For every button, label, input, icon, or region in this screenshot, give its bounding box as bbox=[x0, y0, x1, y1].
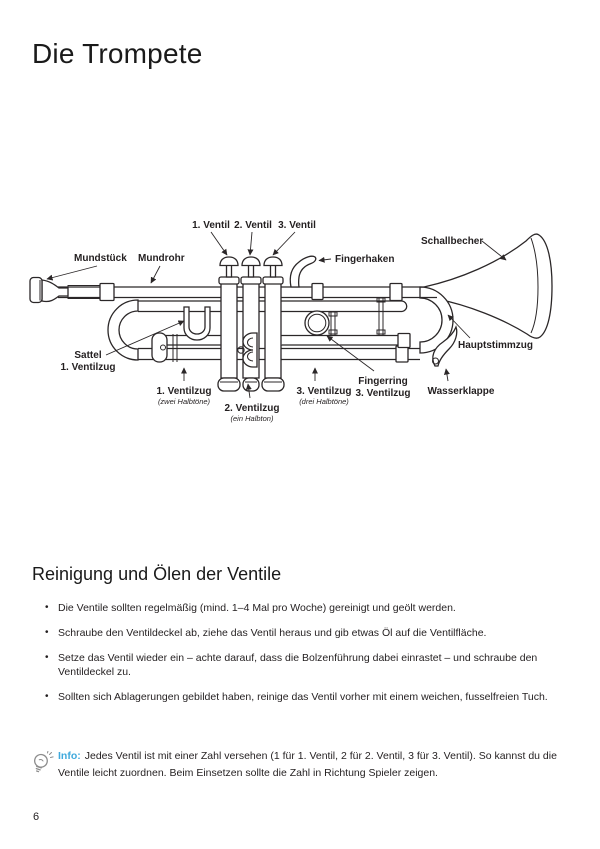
info-text: Jedes Ventil ist mit einer Zahl versehen (1 für 1. Ventil, 2 für 2. Ventil, 3 für 3. Ventil). So kannst du die Ventile leicht zuordnen. Beim Einsetzen sollte die Zahl in Richtung Spieler zeigen. bbox=[58, 750, 557, 779]
bullet-item: • Sollten sich Ablagerungen gebildet haben, reinige das Ventil vorher mit einem weichen, fusselfreien Tuch. bbox=[44, 690, 572, 704]
valve-section bbox=[218, 257, 284, 391]
bullet-list bbox=[44, 601, 572, 715]
page-title: Die Trompete bbox=[32, 38, 203, 69]
label-ventilzug-2-sub: (ein Halbton) bbox=[230, 414, 274, 423]
info-box bbox=[29, 748, 574, 782]
label-ventil-2: 2. Ventil bbox=[234, 220, 272, 231]
label-ventilzug-3-sub: (drei Halbtöne) bbox=[299, 397, 349, 406]
label-ventil-1: 1. Ventil bbox=[192, 220, 230, 231]
page-number: 6 bbox=[33, 811, 40, 823]
finger-hook bbox=[290, 256, 316, 287]
valve-button-2 bbox=[242, 257, 260, 266]
label-sattel-line1: Sattel bbox=[74, 350, 102, 361]
info-text-block bbox=[58, 748, 572, 782]
mouthpiece bbox=[30, 278, 68, 303]
label-ventilzug-1: 1. Ventilzug bbox=[156, 386, 212, 397]
label-sattel-line2: 1. Ventilzug bbox=[60, 362, 116, 373]
label-wasserklappe: Wasserklappe bbox=[427, 386, 495, 397]
bullet-item: • Die Ventile sollten regelmäßig (mind. 1–4 Mal pro Woche) gereinigt und geölt werden. bbox=[44, 601, 572, 615]
lightbulb-icon bbox=[29, 751, 55, 779]
label-fingerring-line2: 3. Ventilzug bbox=[355, 388, 411, 399]
left-tube-bend bbox=[108, 300, 138, 360]
valve-button-3 bbox=[264, 257, 282, 266]
section-heading: Reinigung und Ölen der Ventile bbox=[32, 564, 282, 584]
label-ventilzug-3: 3. Ventilzug bbox=[296, 386, 352, 397]
diagram-labels bbox=[60, 220, 533, 423]
label-ventilzug-2: 2. Ventilzug bbox=[224, 403, 280, 414]
trumpet-diagram bbox=[0, 200, 600, 445]
label-mundrohr: Mundrohr bbox=[138, 253, 185, 264]
info-label: Info: bbox=[58, 750, 81, 762]
label-mundstueck: Mundstück bbox=[74, 253, 127, 264]
label-fingerhaken: Fingerhaken bbox=[335, 254, 395, 265]
first-valve-slide bbox=[152, 307, 221, 362]
bullet-item: • Schraube den Ventildeckel ab, ziehe das Ventil heraus und gib etwas Öl auf die Ventilfläche. bbox=[44, 626, 572, 640]
label-ventil-3: 3. Ventil bbox=[278, 220, 316, 231]
label-fingerring-line1: Fingerring bbox=[358, 376, 408, 387]
label-ventilzug-1-sub: (zwei Halbtöne) bbox=[157, 397, 211, 406]
bullet-item: • Setze das Ventil wieder ein – achte darauf, dass die Bolzenführung dabei einrastet – und schraube den Ventildeckel zu. bbox=[44, 651, 572, 679]
valve-button-1 bbox=[220, 257, 238, 266]
label-hauptstimmzug: Hauptstimmzug bbox=[458, 340, 533, 351]
label-schallbecher: Schallbecher bbox=[421, 236, 484, 247]
finger-ring bbox=[305, 311, 329, 335]
